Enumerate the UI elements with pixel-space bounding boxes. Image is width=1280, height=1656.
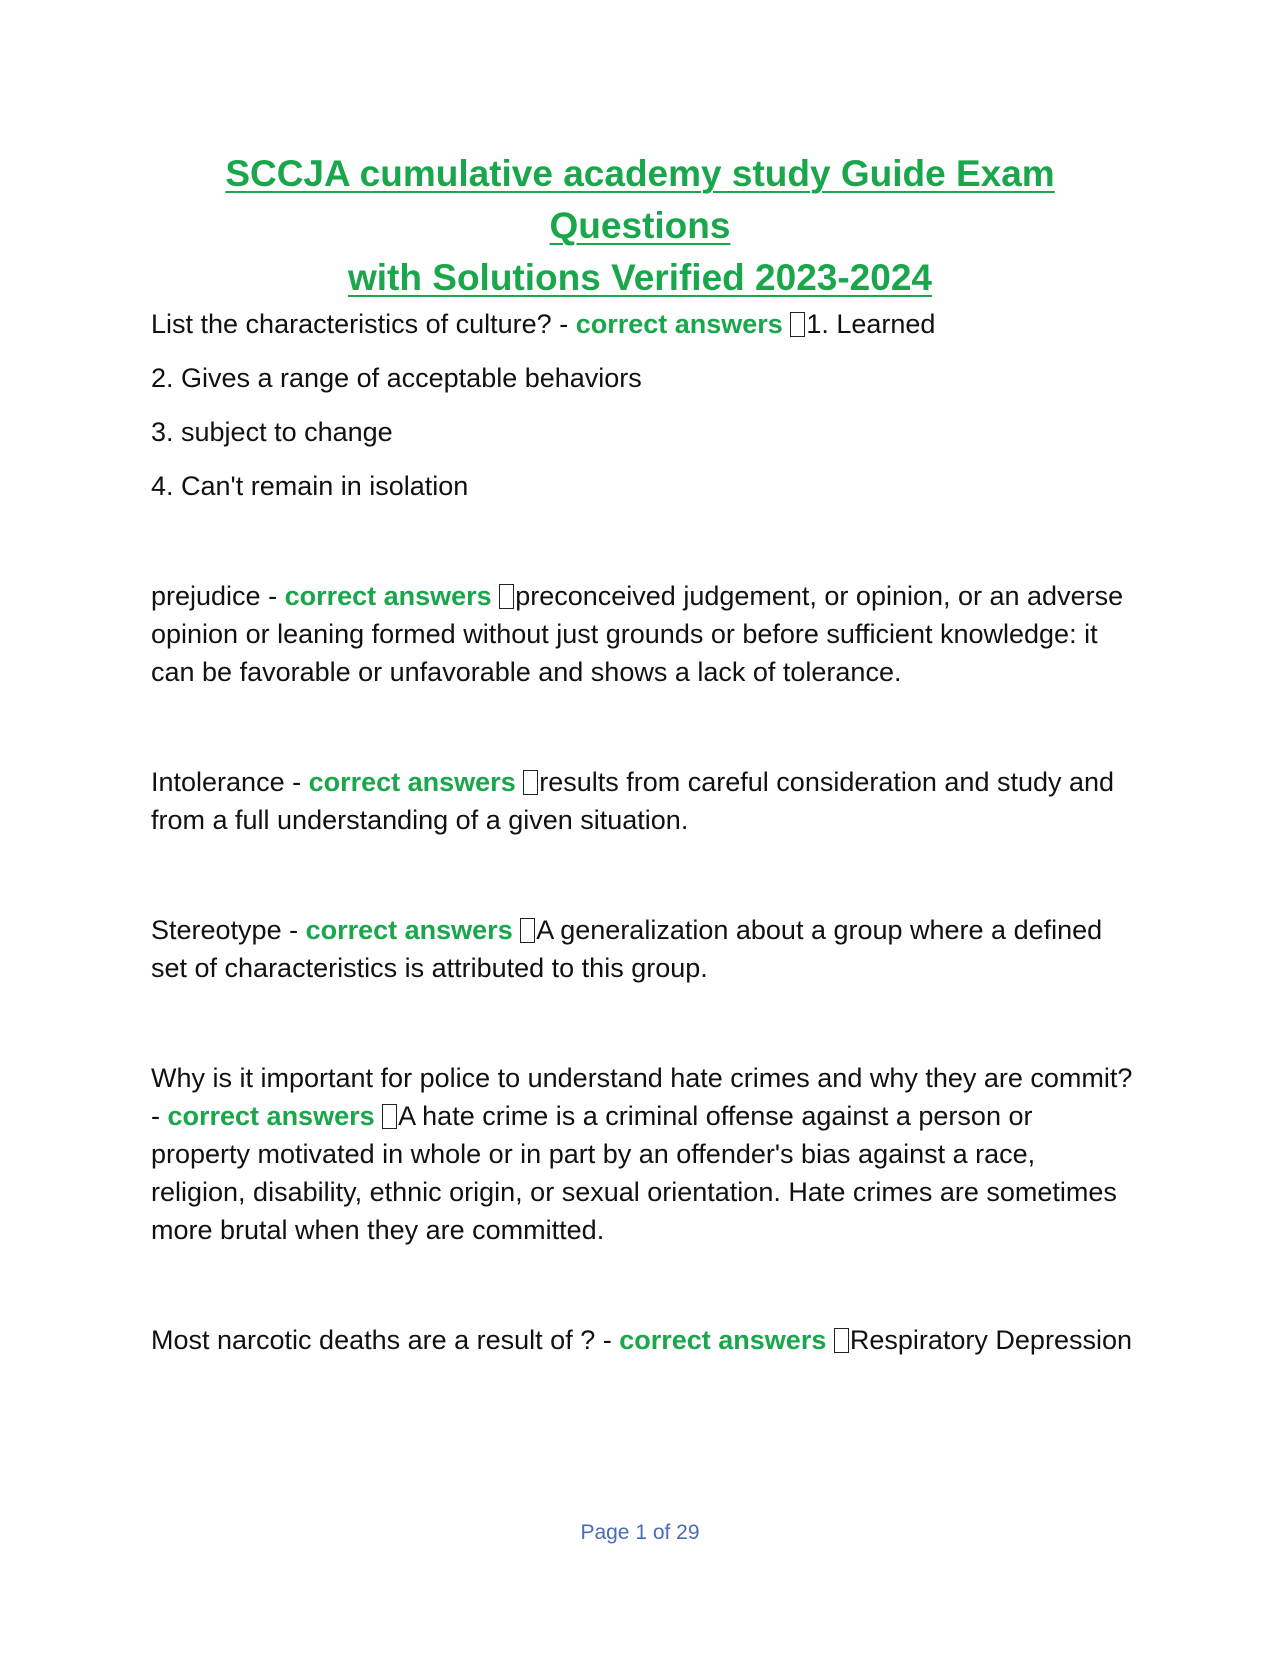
qa-item [151,1321,1136,1359]
page-number: Page 1 of 29 [580,1521,700,1544]
qa-item [151,911,1136,987]
missing-glyph-icon [520,918,535,943]
question-text: List the characteristics of culture? [151,309,552,339]
answer-label: correct answers [284,581,492,611]
missing-glyph-icon [790,312,805,337]
answer-label: correct answers [619,1325,827,1355]
list-line: 2. Gives a range of acceptable behaviors [151,363,642,393]
question-text: Stereotype [151,915,282,945]
qa-item [151,1059,1136,1249]
qa-item [151,577,1136,691]
separator: - [551,309,576,339]
answer-text: results from careful consideration and study and from a full understanding of a given situation. [151,767,1115,835]
qa-list [151,305,1136,1359]
question-text: Most narcotic deaths are a result of ? [151,1325,596,1355]
list-line: 3. subject to change [151,417,393,447]
separator: - [151,1101,168,1131]
separator: - [284,767,309,797]
missing-glyph-icon [382,1104,397,1129]
title-line-2: with Solutions Verified 2023-2024 [348,257,932,298]
answer-text: preconceived judgement, or opinion, or an adverse opinion or leaning formed without just grounds or before sufficient knowledge: it can be favorable or unfavorable and shows a lack of tolerance. [151,581,1124,687]
separator: - [260,581,285,611]
answer-text: 1. Learned [806,309,936,339]
missing-glyph-icon [499,584,514,609]
separator: - [281,915,306,945]
answer-text: Respiratory Depression [849,1325,1132,1355]
question-text: Why is it important for police to understand hate crimes and why they are commit? [151,1063,1133,1093]
separator: - [595,1325,620,1355]
qa-item [151,305,1136,343]
missing-glyph-icon [523,770,538,795]
answer-label: correct answers [305,915,513,945]
answer-text: A hate crime is a criminal offense against a person or property motivated in whole or in part by an offender's bias against a race, religion, disability, ethnic origin, or sexual orientation. Hate crimes are sometimes more brutal when they are committed. [151,1101,1117,1245]
question-text: Intolerance [151,767,285,797]
answer-label: correct answers [308,767,516,797]
title-line-1: SCCJA cumulative academy study Guide Exam Questions [225,153,1055,246]
list-line: 4. Can't remain in isolation [151,471,469,501]
answer-label: correct answers [167,1101,375,1131]
missing-glyph-icon [834,1328,849,1353]
answer-text: A generalization about a group where a defined set of characteristics is attributed to this group. [151,915,1103,983]
page-title [140,148,1140,304]
question-text: prejudice [151,581,261,611]
answer-label: correct answers [575,309,783,339]
qa-item [151,763,1136,839]
